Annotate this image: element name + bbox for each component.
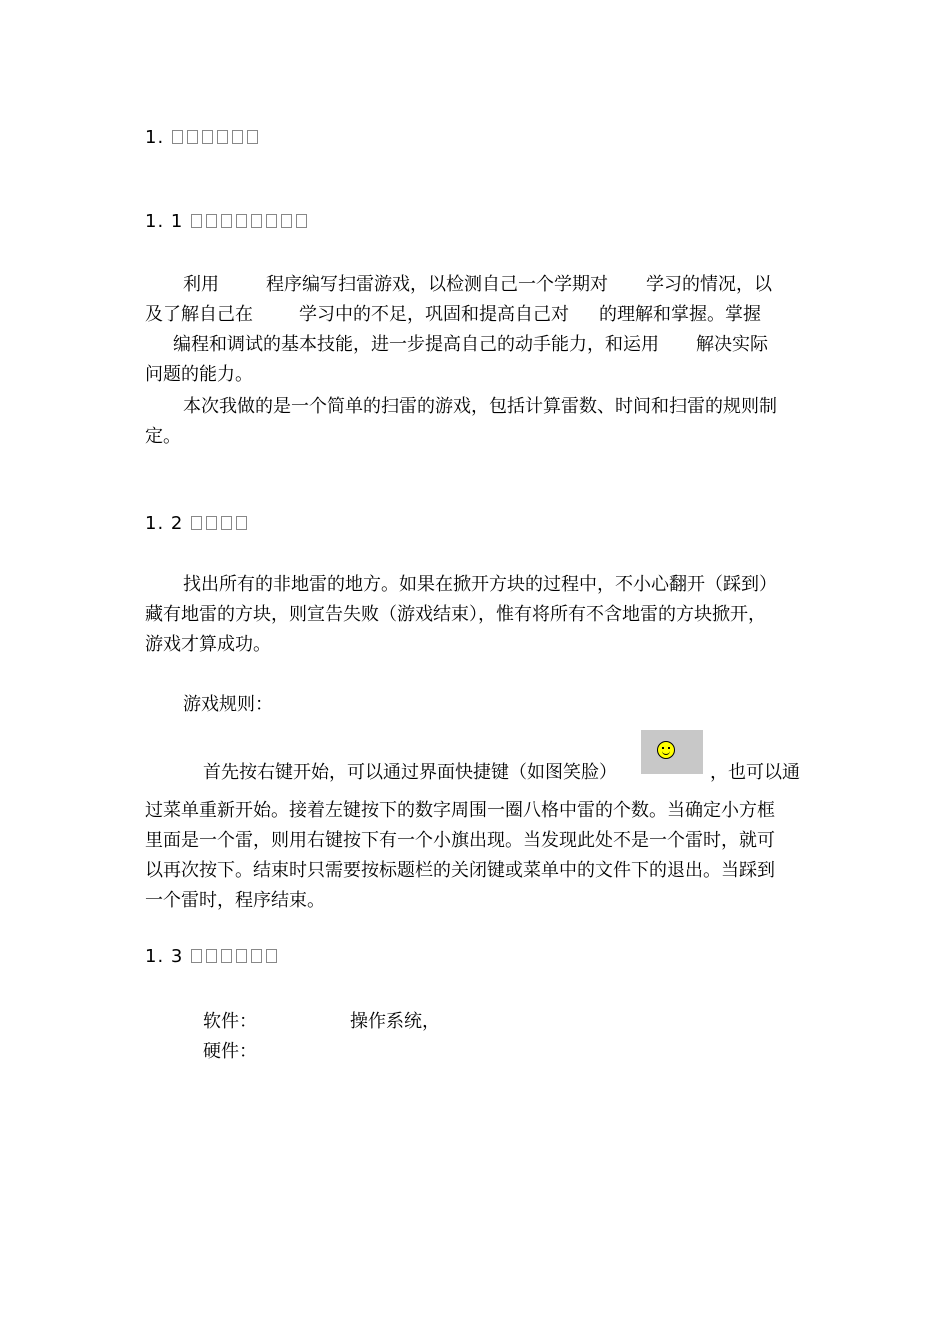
intro-line-4: 问题的能力。 <box>145 364 253 385</box>
heading-1 <box>145 127 262 148</box>
missing-glyph-box <box>236 214 247 228</box>
missing-glyph-box <box>251 214 262 228</box>
missing-glyph-box <box>172 130 183 144</box>
missing-glyph-box <box>232 130 243 144</box>
rules-paragraph: 过菜单重新开始。接着左键按下的数字周围一圈八格中雷的个数。当确定小方框 里面是一个雷，则用右键按下有一个小旗出现。当发现此处不是一个雷时，就可 以再次按下。结束时只需要按标题栏的关闭键或菜单中的文件下的退出。当踩到 一个雷时，程序结束。 <box>145 800 775 911</box>
software-value: 操作系统， <box>350 1011 440 1032</box>
missing-glyph-box <box>266 214 277 228</box>
heading-1-1 <box>145 211 311 232</box>
missing-glyph-box <box>206 949 217 963</box>
heading-1-3 <box>145 946 281 967</box>
hardware-label: 硬件： <box>203 1041 257 1062</box>
missing-glyph-box <box>221 214 232 228</box>
rules-line-1b: ，也可以通 <box>710 762 800 783</box>
intro-line-3: 编程和调试的基本技能，进一步提高自己的动手能力，和运用 解决实际 <box>173 334 768 355</box>
missing-glyph-box <box>217 130 228 144</box>
missing-glyph-box <box>281 214 292 228</box>
missing-glyph-box <box>247 130 258 144</box>
intro-paragraph <box>145 270 810 400</box>
missing-glyph-box <box>296 214 307 228</box>
rules-label: 游戏规则： <box>183 694 273 715</box>
software-label: 软件： <box>203 1011 257 1032</box>
summary-paragraph: 本次我做的是一个简单的扫雷的游戏，包括计算雷数、时间和扫雷的规则制 定。 <box>145 396 777 447</box>
missing-glyph-box <box>206 516 217 530</box>
heading-1-1-glyphs <box>191 211 311 232</box>
smiley-face-icon <box>657 741 675 759</box>
missing-glyph-box <box>221 949 232 963</box>
heading-1-3-glyphs <box>191 946 281 967</box>
missing-glyph-box <box>221 516 232 530</box>
heading-1-2-glyphs <box>191 513 251 534</box>
heading-1-glyphs <box>172 127 262 148</box>
missing-glyph-box <box>187 130 198 144</box>
missing-glyph-box <box>191 516 202 530</box>
rules-line-1a: 首先按右键开始，可以通过界面快捷键（如图笑脸） <box>203 762 617 783</box>
missing-glyph-box <box>202 130 213 144</box>
missing-glyph-box <box>266 949 277 963</box>
goal-paragraph: 找出所有的非地雷的地方。如果在掀开方块的过程中，不小心翻开（踩到） 藏有地雷的方块，则宣告失败（游戏结束），惟有将所有不含地雷的方块掀开， 游戏才算成功。 <box>145 574 777 655</box>
heading-1-number: 1. <box>145 127 165 148</box>
missing-glyph-box <box>236 516 247 530</box>
missing-glyph-box <box>236 949 247 963</box>
missing-glyph-box <box>191 214 202 228</box>
missing-glyph-box <box>206 214 217 228</box>
intro-line-1: 利用 程序编写扫雷游戏，以检测自己一个学期对 学习的情况，以 <box>183 274 772 295</box>
missing-glyph-box <box>251 949 262 963</box>
heading-1-2-number: 1. 2 <box>145 513 184 534</box>
intro-line-2: 及了解自己在 学习中的不足，巩固和提高自己对 的理解和掌握。掌握 <box>145 304 761 325</box>
heading-1-1-number: 1. 1 <box>145 211 184 232</box>
heading-1-2 <box>145 513 251 534</box>
smiley-button-image <box>641 730 703 774</box>
heading-1-3-number: 1. 3 <box>145 946 184 967</box>
missing-glyph-box <box>191 949 202 963</box>
